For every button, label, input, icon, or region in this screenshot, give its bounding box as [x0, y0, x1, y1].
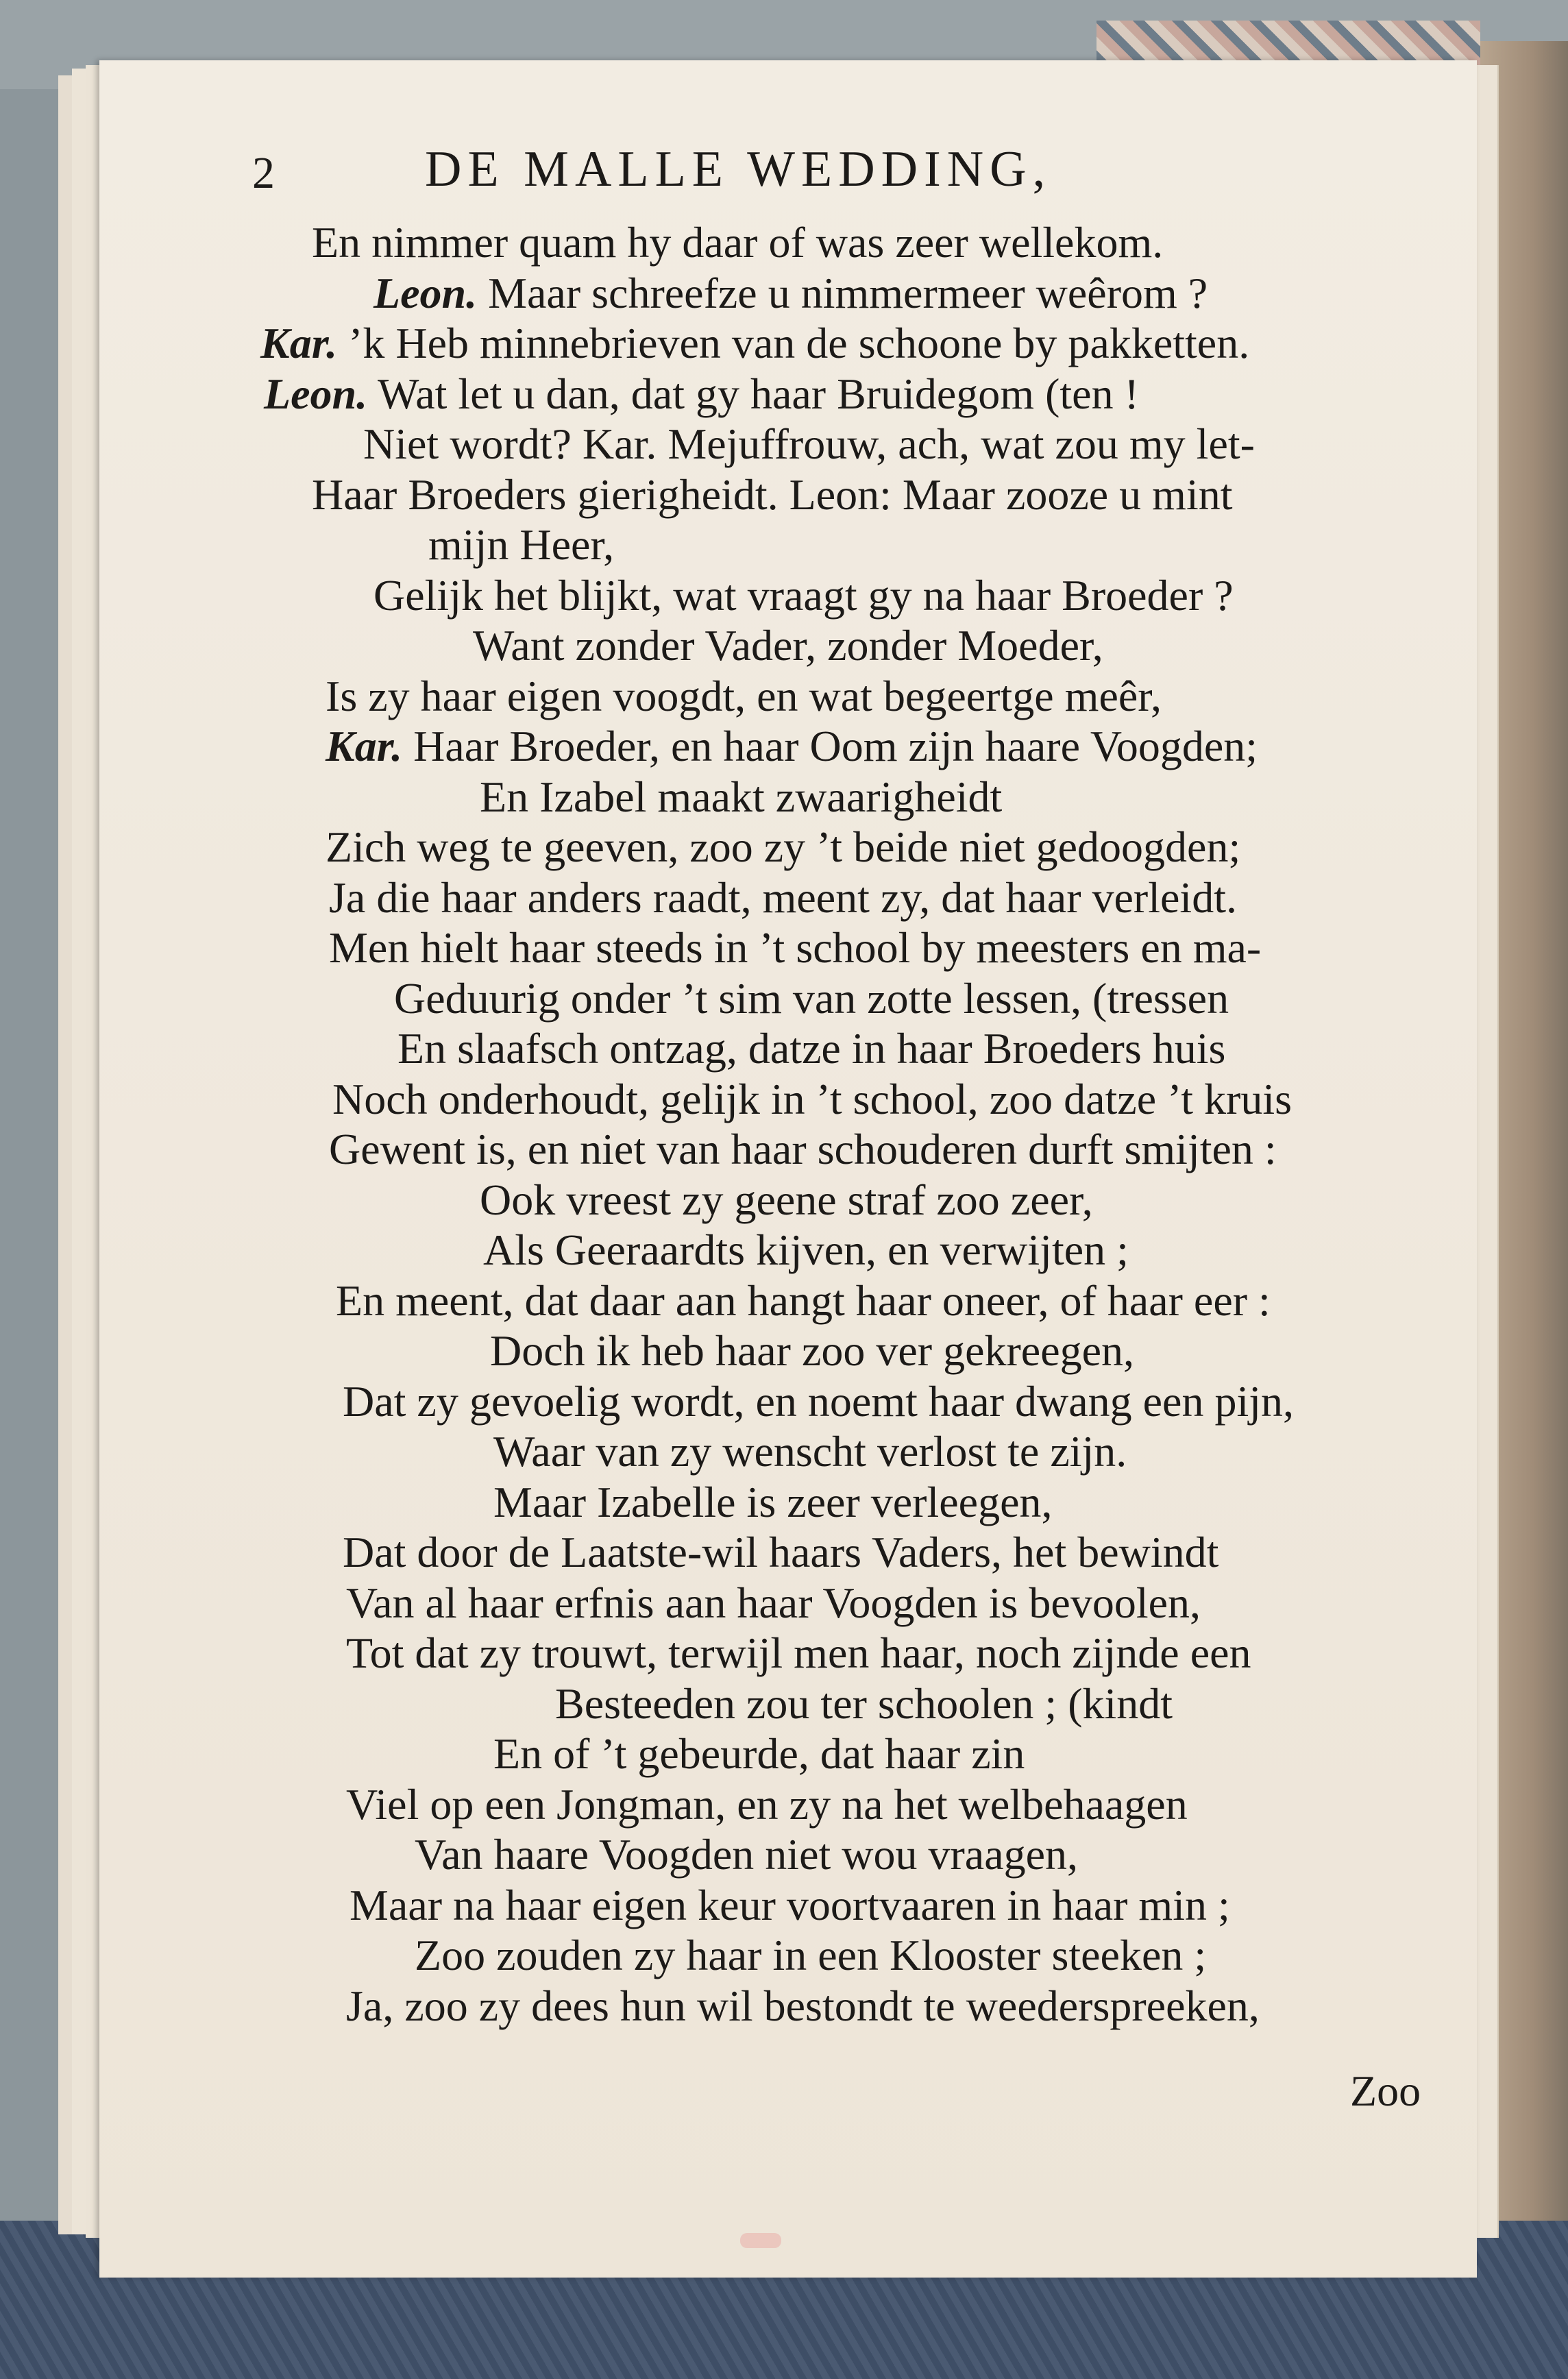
verse-line — [363, 419, 1255, 469]
verse-line — [483, 1225, 1129, 1275]
verse-text: En nimmer quam hy daar of was zeer wellekom. — [312, 218, 1164, 267]
verse-text: Ook vreest zy geene straf zoo zeer, — [480, 1175, 1093, 1224]
verse-text: Is zy haar eigen voogdt, en wat begeertge meêr, — [326, 672, 1162, 720]
verse-text: Besteeden zou ter schoolen ; (kindt — [555, 1679, 1173, 1728]
verse-text: Dat door de Laatste-wil haars Vaders, het bewindt — [343, 1528, 1219, 1576]
speaker-label: Kar. — [260, 319, 338, 367]
verse-line — [346, 1981, 1260, 2031]
verse-text: Doch ik heb haar zoo ver gekreegen, — [490, 1326, 1134, 1375]
verse-text: Ja die haar anders raadt, meent zy, dat haar verleidt. — [329, 873, 1237, 922]
running-header: DE MALLE WEDDING, — [425, 141, 1052, 197]
verse-text: Geduurig onder ’t sim van zotte lessen, (tressen — [394, 974, 1229, 1023]
verse-line — [312, 218, 1163, 267]
verse-text: Haar Broeders gierigheidt. Leon: Maar zooze u mint — [312, 470, 1233, 519]
verse-line — [555, 1679, 1173, 1729]
verse-line — [480, 1175, 1093, 1225]
verse-text: Want zonder Vader, zonder Moeder, — [473, 621, 1103, 670]
verse-text: Noch onderhoudt, gelijk in ’t school, zoo datze ’t kruis — [332, 1075, 1293, 1123]
verse-line — [493, 1427, 1127, 1476]
verse-text: Ja, zoo zy dees hun wil bestondt te weederspreeken, — [346, 1981, 1260, 2030]
verse-text: Van al haar erfnis aan haar Voogden is bevoolen, — [346, 1578, 1201, 1627]
verse-text: Maar na haar eigen keur voortvaaren in haar min ; — [350, 1881, 1230, 1929]
verse-text: Maar Izabelle is zeer verleegen, — [493, 1478, 1053, 1526]
verse-text: En slaafsch ontzag, datze in haar Broeders huis — [397, 1024, 1226, 1073]
verse-line — [343, 1377, 1294, 1426]
verse-line — [329, 1125, 1277, 1174]
verse-text: Tot dat zy trouwt, terwijl men haar, noch zijnde een — [346, 1628, 1251, 1677]
speaker-label: Leon. — [373, 269, 478, 317]
verse-text: En meent, dat daar aan hangt haar oneer, of haar eer : — [336, 1276, 1271, 1325]
verse-line — [397, 1024, 1225, 1073]
verse-line — [332, 1075, 1292, 1124]
verse-line — [490, 1326, 1134, 1376]
verse-text: mijn Heer, — [428, 520, 615, 569]
speaker-label: Leon. — [264, 369, 368, 418]
paper-stain — [740, 2233, 781, 2248]
verse-text: En Izabel maakt zwaarigheidt — [480, 772, 1003, 821]
verse-text: Zoo zouden zy haar in een Klooster steeken ; — [415, 1931, 1207, 1979]
speaker-label: Kar. — [326, 722, 403, 770]
verse-line — [326, 822, 1240, 872]
verse-text: Waar van zy wenscht verlost te zijn. — [493, 1427, 1127, 1476]
verse-text: Dat zy gevoelig wordt, en noemt haar dwang een pijn, — [343, 1377, 1294, 1426]
verse-line — [373, 269, 1208, 318]
verse-text: Maar schreefze u nimmermeer weêrom ? — [488, 269, 1208, 317]
verse-line — [346, 1780, 1188, 1829]
verse-line — [350, 1881, 1230, 1930]
verse-line — [415, 1931, 1206, 1980]
verse-line — [346, 1578, 1201, 1628]
verse-text: Men hielt haar steeds in ’t school by meesters en ma- — [329, 923, 1262, 972]
verse-text: Haar Broeder, en haar Oom zijn haare Voogden; — [413, 722, 1258, 770]
verse-line — [373, 571, 1234, 620]
verse-text: Zich weg te geeven, zoo zy ’t beide niet gedoogden; — [326, 822, 1241, 871]
verse-line — [336, 1276, 1271, 1326]
verse-line — [346, 1628, 1251, 1678]
verse-line — [260, 319, 1249, 368]
verse-line — [343, 1528, 1218, 1577]
verse-line — [329, 923, 1261, 973]
verse-line — [415, 1830, 1078, 1879]
verse-line — [428, 520, 614, 570]
verse-text: Gelijk het blijkt, wat vraagt gy na haar Broeder ? — [373, 571, 1234, 620]
verse-text: Wat let u dan, dat gy haar Bruidegom (ten ! — [377, 369, 1139, 418]
verse-line — [326, 722, 1258, 771]
verse-text: Viel op een Jongman, en zy na het welbehaagen — [346, 1780, 1188, 1829]
verse-text: Niet wordt? Kar. Mejuffrouw, ach, wat zou my let- — [363, 419, 1255, 468]
verse-text: En of ’t gebeurde, dat haar zin — [493, 1729, 1025, 1778]
catchword: Zoo — [1350, 2066, 1421, 2115]
verse-line — [394, 974, 1229, 1023]
verse-line — [312, 470, 1233, 520]
verse-line — [480, 772, 1002, 822]
verse-line — [473, 621, 1103, 670]
verse-text: Van haare Voogden niet wou vraagen, — [415, 1830, 1078, 1879]
verse-line — [264, 369, 1139, 419]
verse-text: Als Geeraardts kijven, en verwijten ; — [483, 1225, 1129, 1274]
verse-line — [493, 1729, 1025, 1779]
verse-line — [493, 1478, 1052, 1527]
page-number: 2 — [252, 148, 275, 198]
verse-text: Gewent is, en niet van haar schouderen durft smijten : — [329, 1125, 1277, 1173]
verse-text: ’k Heb minnebrieven van de schoone by pakketten. — [348, 319, 1250, 367]
verse-line — [326, 672, 1162, 721]
verse-line — [329, 873, 1237, 923]
